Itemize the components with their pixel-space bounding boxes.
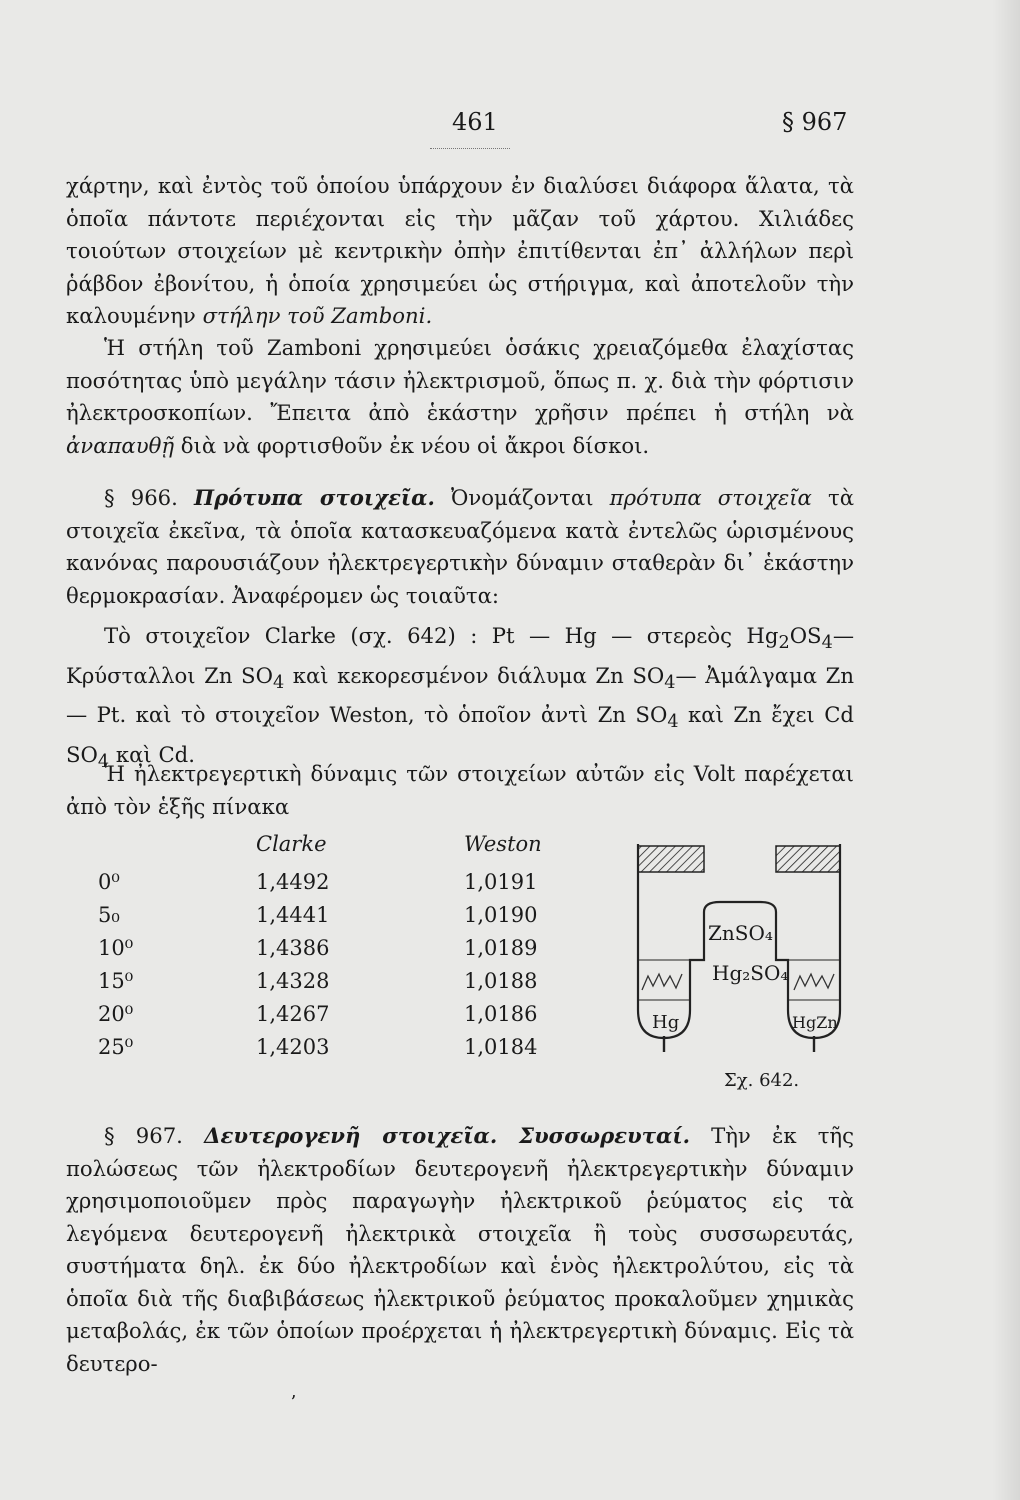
left-crystals: [642, 974, 682, 990]
text: OS: [789, 623, 822, 648]
right-crystals: [794, 974, 834, 990]
weston-cell: 1,0188: [464, 969, 538, 993]
subscript: 4: [667, 712, 679, 733]
section-heading: Πρότυπα στοιχεῖα.: [194, 485, 435, 510]
clarke-cell: 1,4441: [256, 903, 330, 927]
temperature-cell: 25⁰: [98, 1035, 134, 1059]
clarke-cell: 1,4328: [256, 969, 330, 993]
table-row: [66, 903, 586, 936]
weston-cell: 1,0189: [464, 936, 538, 960]
table-row: [66, 936, 586, 969]
paragraph-967: [66, 1120, 854, 1380]
paragraph-clarke-weston: [66, 620, 854, 779]
weston-cell: 1,0186: [464, 1002, 538, 1026]
italic-text: πρότυπα στοιχεῖα: [609, 485, 812, 510]
text: Ὀνομάζονται: [434, 485, 610, 510]
label-hg: Hg: [652, 1012, 680, 1033]
temperature-cell: 10⁰: [98, 936, 134, 960]
weston-cell: 1,0190: [464, 903, 538, 927]
label-hg2so4: Hg₂SO₄: [712, 961, 789, 985]
clarke-cell: 1,4267: [256, 1002, 330, 1026]
figure-caption: Σχ. 642.: [724, 1070, 800, 1091]
paragraph-zamboni-end: [66, 170, 854, 333]
table-header-weston: Weston: [464, 832, 542, 856]
label-znso4: ZnSO₄: [708, 921, 773, 945]
clarke-cell: 1,4386: [256, 936, 330, 960]
subscript: 4: [272, 672, 285, 693]
table-row: [66, 969, 586, 1002]
temperature-cell: 20⁰: [98, 1002, 134, 1026]
italic-text: στήλην τοῦ Zamboni.: [202, 303, 433, 328]
right-seal: [776, 846, 840, 872]
text: Τὴν ἐκ τῆς πολώσεως τῶν ἠλεκτροδίων δευτερογενῆ ἠλεκτρεγερτικὴν δύναμιν χρησιμοποιοῦμεν πρὸς παραγωγὴν ἠλεκτρικοῦ ῥεύματος εἰς τὰ λεγόμενα δευτερογενῆ ἠλεκτρικὰ στοιχεῖα ἢ τοὺς συσσωρευτάς, συστήματα δηλ. ἐκ δύο ἠλεκτροδίων καὶ ἑνὸς ἠλεκτρολύτου, εἰς τὰ ὁποῖα διὰ τῆς διαβιβάσεως ἠλεκτρικοῦ ῥεύματος προκαλοῦμεν χημικὰς μεταβολάς, ἐκ τῶν ὁποίων προέρχεται ἡ ἠλεκτρεγερτικὴ δύναμις. Εἰς τὰ δευτερο-: [66, 1123, 854, 1376]
temperature-cell: 5₀: [98, 903, 120, 927]
text: — Ἀμάλγαμα Zn — Pt. καὶ τὸ στοιχεῖον Weston, τὸ ὁποῖον ἀντὶ Zn SO: [66, 662, 854, 728]
table-row: [66, 1035, 586, 1068]
stray-mark: ʼ: [290, 1392, 296, 1413]
text: καὶ κεκορεσμένον διάλυμα Zn SO: [284, 662, 665, 688]
section-reference: § 967: [782, 108, 848, 136]
text: καὶ Zn ἔχει Cd SO: [66, 702, 854, 768]
text: — Κρύσταλλοι Zn SO: [66, 623, 854, 688]
text: διὰ νὰ φορτισθοῦν ἐκ νέου οἱ ἄκροι δίσκοι.: [174, 432, 650, 458]
table-row: [66, 1002, 586, 1035]
text: καὶ Cd.: [109, 742, 195, 768]
table-row: [66, 870, 586, 903]
text: τὰ στοιχεῖα ἐκεῖνα, τὰ ὁποῖα κατασκευαζόμενα κατὰ ἐντελῶς ὡρισμένους κανόνας παρουσιάζουν ἠλεκτρεγερτικὴν δύναμιν σταθερὰν δι᾽ ἑκάστην θερμοκρασίαν. Ἀναφέρομεν ὡς τοιαῦτα:: [66, 485, 855, 608]
paragraph-966: [66, 482, 854, 612]
subscript: 4: [664, 672, 676, 693]
paragraph-table-intro: Ἡ ἠλεκτρεγερτικὴ δύναμις τῶν στοιχείων αὐτῶν εἰς Volt παρέχεται ἀπὸ τὸν ἑξῆς πίνακα: [66, 761, 854, 819]
text: χάρτην, καὶ ἐντὸς τοῦ ὁποίου ὑπάρχουν ἐν διαλύσει διάφορα ἅλατα, τὰ ὁποῖα πάντοτε περιέχονται εἰς τὴν μᾶζαν τοῦ χάρτου. Χιλιάδες τοιούτων στοιχείων μὲ κεντρικὴν ὀπὴν ἐπιτίθενται ἐπ᾽ ἀλλήλων περὶ ῥάβδον ἐβονίτου, ἡ ὁποία χρησιμεύει ὡς στήριγμα, καὶ ἀποτελοῦν τὴν καλουμένην: [66, 173, 854, 328]
label-hgzn: HgZn: [792, 1013, 838, 1032]
page-number: 461: [452, 108, 498, 136]
clarke-cell: 1,4492: [256, 870, 330, 894]
subscript: 2: [778, 633, 790, 654]
section-number: § 966.: [104, 485, 195, 510]
temperature-cell: 15⁰: [98, 969, 134, 993]
clarke-cell-figure: [630, 840, 850, 1060]
subscript: 4: [821, 633, 833, 654]
table-header-clarke: Clarke: [256, 832, 327, 856]
temperature-cell: 0⁰: [98, 870, 120, 894]
clarke-cell: 1,4203: [256, 1035, 330, 1059]
section-heading: Δευτερογενῆ στοιχεῖα. Συσσωρευταί.: [204, 1123, 690, 1148]
italic-text: ἀναπαυθῇ: [66, 432, 175, 458]
paragraph-zamboni-use: [66, 332, 854, 462]
text: Τὸ στοιχεῖον Clarke (σχ. 642) : Pt — Hg — στερεὸς Hg: [104, 623, 779, 648]
page-number-rule: [430, 148, 510, 149]
weston-cell: 1,0184: [464, 1035, 538, 1059]
section-number: § 967.: [104, 1123, 205, 1148]
subscript: 4: [97, 752, 110, 773]
left-seal: [638, 846, 704, 872]
weston-cell: 1,0191: [464, 870, 538, 894]
text: Ἡ στήλη τοῦ Zamboni χρησιμεύει ὁσάκις χρειαζόμεθα ἐλαχίστας ποσότητας ὑπὸ μεγάλην τάσιν ἠλεκτρισμοῦ, ὅπως π. χ. διὰ τὴν φόρτισιν ἠλεκτροσκοπίων. Ἔπειτα ἀπὸ ἑκάστην χρῆσιν πρέπει ἡ στήλη νὰ: [66, 335, 854, 425]
